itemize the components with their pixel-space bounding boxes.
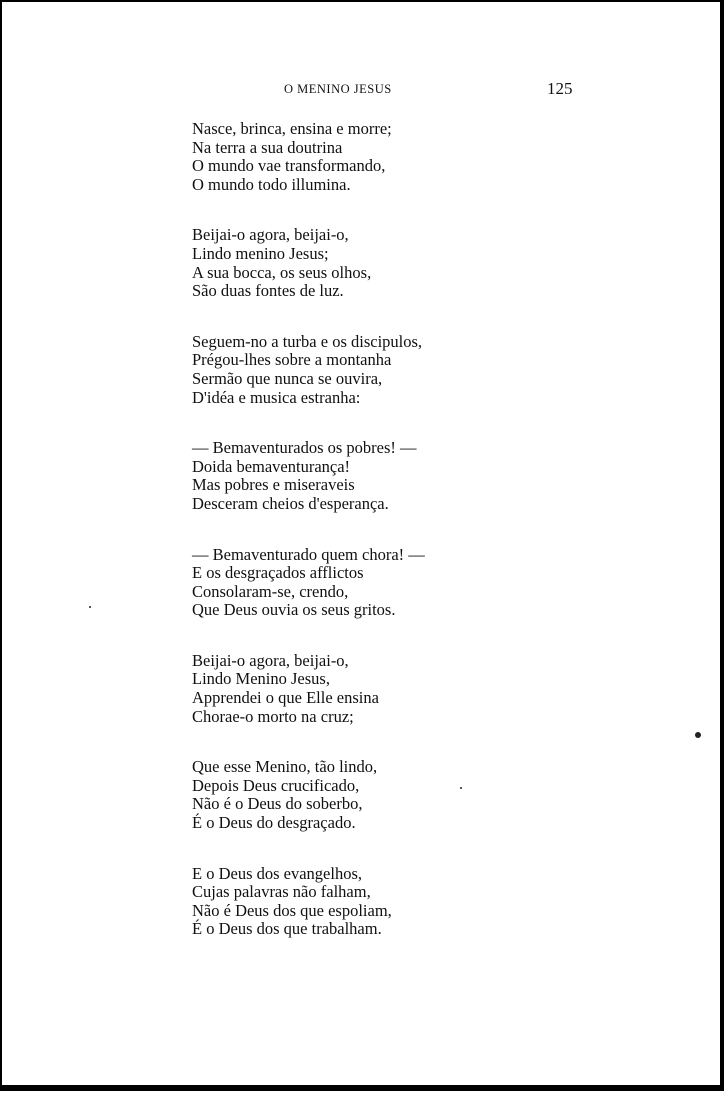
poem-line: Cujas palavras não falham,: [192, 882, 371, 902]
poem-line: Seguem-no a turba e os discipulos,: [192, 331, 423, 351]
poem-line: Não é Deus dos que espoliam,: [192, 900, 392, 920]
poem-line: Desceram cheios d'esperança.: [192, 493, 389, 513]
poem-line: Lindo Menino Jesus,: [192, 669, 330, 689]
poem-line: Beijai-o agora, beijai-o,: [192, 650, 349, 670]
poem-line: Mas pobres e miseraveis: [192, 475, 355, 495]
poem-line: Na terra a sua doutrina: [192, 137, 343, 157]
poem-line: Consolaram-se, crendo,: [192, 581, 349, 601]
stanza: [192, 226, 512, 300]
poem-line: É o Deus do desgraçado.: [192, 813, 356, 833]
stanza: [192, 546, 512, 620]
page-number: 125: [547, 79, 573, 98]
stanza: [192, 652, 512, 726]
poem-line: E os desgraçados afflictos: [192, 563, 364, 583]
stanza: [192, 120, 512, 194]
stanza: [192, 439, 512, 513]
poem-line: Que esse Menino, tão lindo,: [192, 757, 378, 777]
poem-line: Lindo menino Jesus;: [192, 243, 329, 263]
stanza: [192, 758, 512, 832]
stanza: [192, 333, 512, 407]
running-head-title: O MENINO JESUS: [284, 82, 392, 96]
poem-line: Não é o Deus do soberbo,: [192, 794, 363, 814]
poem-line: Chorae-o morto na cruz;: [192, 706, 354, 726]
poem-line: Depois Deus crucificado,: [192, 775, 360, 795]
poem-line: Nasce, brinca, ensina e morre;: [192, 119, 392, 138]
poem-line: Beijai-o agora, beijai-o,: [192, 225, 349, 245]
poem-line: A sua bocca, os seus olhos,: [192, 262, 372, 282]
ink-speck: [89, 606, 91, 608]
poem-line: Apprendei o que Elle ensina: [192, 688, 379, 708]
ink-speck: [695, 732, 701, 738]
poem-line: Doida bemaventurança!: [192, 456, 351, 476]
poem-line: Que Deus ouvia os seus gritos.: [192, 600, 396, 620]
poem-line: Prégou-lhes sobre a montanha: [192, 350, 392, 370]
ink-speck: [460, 787, 462, 789]
poem-line: O mundo todo illumina.: [192, 174, 351, 194]
poem-line: É o Deus dos que trabalham.: [192, 919, 382, 939]
poem-line: O mundo vae transformando,: [192, 156, 386, 176]
poem: [192, 120, 512, 971]
poem-line: — Bemaventurado quem chora! —: [192, 544, 425, 564]
poem-line: Sermão que nunca se ouvira,: [192, 368, 383, 388]
poem-line: — Bemaventurados os pobres! —: [192, 438, 417, 458]
poem-line: D'idéa e musica estranha:: [192, 387, 361, 407]
stanza: [192, 865, 512, 939]
poem-line: São duas fontes de luz.: [192, 281, 344, 301]
poem-line: E o Deus dos evangelhos,: [192, 863, 363, 883]
